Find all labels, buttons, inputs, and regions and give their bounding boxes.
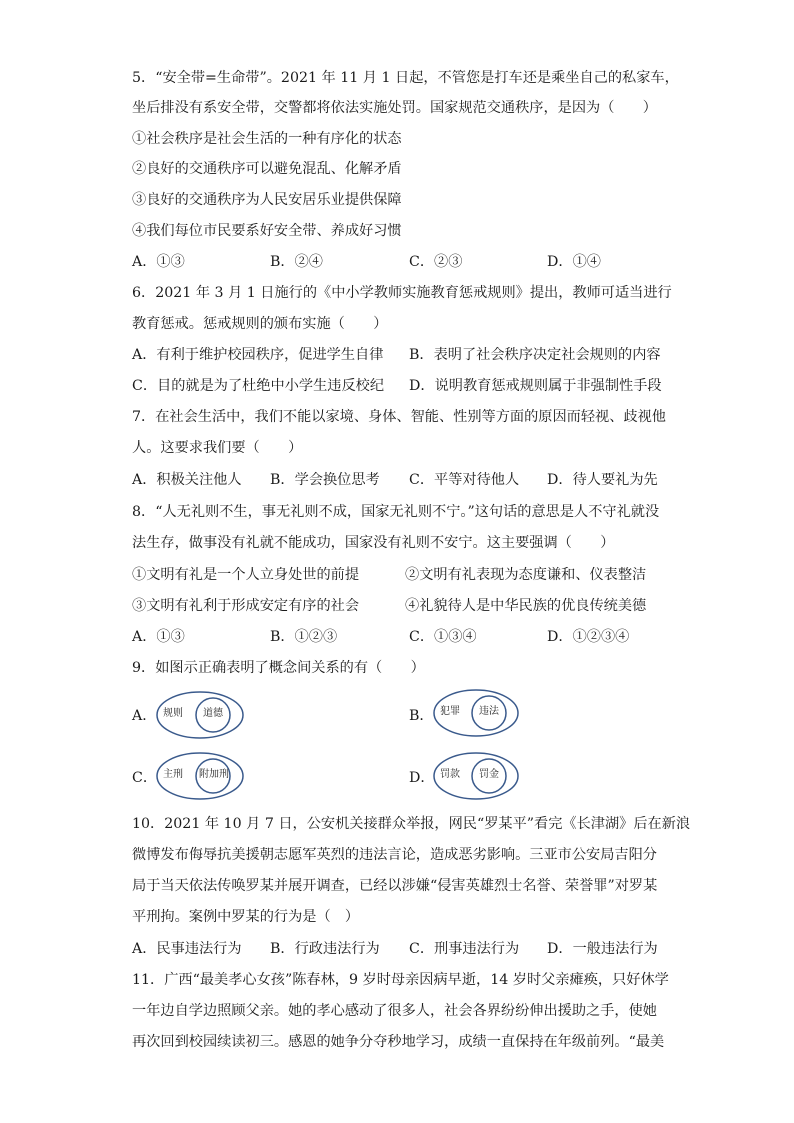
q11-stem-line3: 再次回到校园续读初三。感恩的她争分夺秒地学习，成绩一直保持在年级前列。“最美	[132, 1034, 665, 1050]
q8-statement-4: ④礼貌待人是中华民族的优良传统美德	[405, 598, 647, 614]
q9-d-outer-label: 罚款	[440, 769, 460, 780]
q7-option-d: D．待人要礼为先	[547, 472, 658, 488]
q5-option-b: B．②④	[270, 254, 323, 270]
q8-statement-3: ③文明有礼利于形成安定有序的社会	[132, 598, 360, 614]
q5-option-c: C．②③	[409, 254, 463, 270]
q8-stem-line1: 8．“人无礼则不生，事无礼则不成，国家无礼则不宁。”这句话的意思是人不守礼就没	[132, 504, 660, 520]
q8-option-b: B．①②③	[270, 629, 338, 645]
q9-option-c-label: C．	[132, 770, 158, 786]
q9-b-inner-label: 违法	[479, 706, 499, 717]
q11-stem-line1: 11．广西“最美孝心女孩”陈春林，9 岁时母亲因病早逝，14 岁时父亲瘫痪，只好休学	[132, 972, 669, 988]
q5-statement-3: ③良好的交通秩序为人民安居乐业提供保障	[132, 192, 402, 208]
q5-option-a: A．①③	[132, 254, 185, 270]
q9-diagram-a	[155, 690, 245, 740]
q9-diagram-c	[155, 751, 245, 801]
q7-option-b: B．学会换位思考	[270, 472, 380, 488]
q9-diagram-b	[432, 688, 520, 738]
q9-d-inner-label: 罚金	[479, 769, 499, 780]
q5-stem-line1: 5．“安全带=生命带”。2021 年 11 月 1 日起，不管您是打车还是乘坐自己的私家车，	[132, 70, 679, 86]
q6-option-d: D．说明教育惩戒规则属于非强制性手段	[409, 378, 662, 394]
q10-stem-line2: 微博发布侮辱抗美援朝志愿军英烈的违法言论，造成恶劣影响。三亚市公安局吉阳分	[132, 847, 657, 863]
q7-stem-line1: 7．在社会生活中，我们不能以家境、身体、智能、性别等方面的原因而轻视、歧视他	[132, 409, 666, 425]
q5-statement-1: ①社会秩序是社会生活的一种有序化的状态	[132, 131, 402, 147]
q9-option-b-label: B．	[409, 708, 434, 724]
q6-option-c: C．目的就是为了杜绝中小学生违反校纪	[132, 378, 385, 394]
q10-option-a: A．民事违法行为	[132, 941, 242, 957]
q9-c-outer-label: 主刑	[163, 769, 183, 780]
q8-option-a: A．①③	[132, 629, 185, 645]
q10-option-c: C．刑事违法行为	[409, 941, 520, 957]
q10-stem-line3: 局于当天依法传唤罗某并展开调查，已经以涉嫌“侵害英雄烈士名誉、荣誉罪”对罗某	[132, 878, 658, 894]
q8-statement-2: ②文明有礼表现为态度谦和、仪表整洁	[405, 567, 647, 583]
q5-stem-line2: 坐后排没有系安全带，交警都将依法实施处罚。国家规范交通秩序，是因为（ ）	[132, 100, 657, 116]
q10-stem-line4: 平刑拘。案例中罗某的行为是（ ）	[132, 909, 360, 925]
q8-option-c: C．①③④	[409, 629, 477, 645]
q5-option-d: D．①④	[547, 254, 601, 270]
q8-option-d: D．①②③④	[547, 629, 630, 645]
q8-stem-line2: 法生存，做事没有礼就不能成功，国家没有礼则不安宁。这主要强调（ ）	[132, 535, 615, 551]
q9-c-inner-label: 附加刑	[199, 769, 229, 780]
q9-a-outer-label: 规则	[163, 708, 183, 719]
q9-b-outer-label: 犯罪	[440, 706, 460, 717]
q6-option-b: B．表明了社会秩序决定社会规则的内容	[409, 347, 661, 363]
q10-option-d: D．一般违法行为	[547, 941, 658, 957]
q11-stem-line2: 一年边自学边照顾父亲。她的孝心感动了很多人，社会各界纷纷伸出援助之手，使她	[132, 1003, 657, 1019]
q7-option-c: C．平等对待他人	[409, 472, 520, 488]
q9-option-a-label: A．	[132, 708, 157, 724]
q5-statement-2: ②良好的交通秩序可以避免混乱、化解矛盾	[132, 161, 402, 177]
q10-stem-line1: 10．2021 年 10 月 7 日，公安机关接群众举报，网民“罗某平”看完《长津湖》后在新浪	[132, 816, 691, 832]
q6-stem-line1: 6．2021 年 3 月 1 日施行的《中小学教师实施教育惩戒规则》提出，教师可适当进行	[132, 285, 672, 301]
q7-stem-line2: 人。这要求我们要（ ）	[132, 440, 303, 456]
q7-option-a: A．积极关注他人	[132, 472, 242, 488]
q9-option-d-label: D．	[409, 770, 435, 786]
q9-stem-line1: 9．如图示正确表明了概念间关系的有（ ）	[132, 660, 425, 676]
q9-a-inner-label: 道德	[203, 708, 223, 719]
q6-option-a: A．有利于维护校园秩序，促进学生自律	[132, 347, 384, 363]
q9-diagram-d	[432, 751, 520, 801]
q10-option-b: B．行政违法行为	[270, 941, 380, 957]
q5-statement-4: ④我们每位市民要系好安全带、养成好习惯	[132, 223, 402, 239]
q6-stem-line2: 教育惩戒。惩戒规则的颁布实施（ ）	[132, 316, 388, 332]
q8-statement-1: ①文明有礼是一个人立身处世的前提	[132, 567, 360, 583]
